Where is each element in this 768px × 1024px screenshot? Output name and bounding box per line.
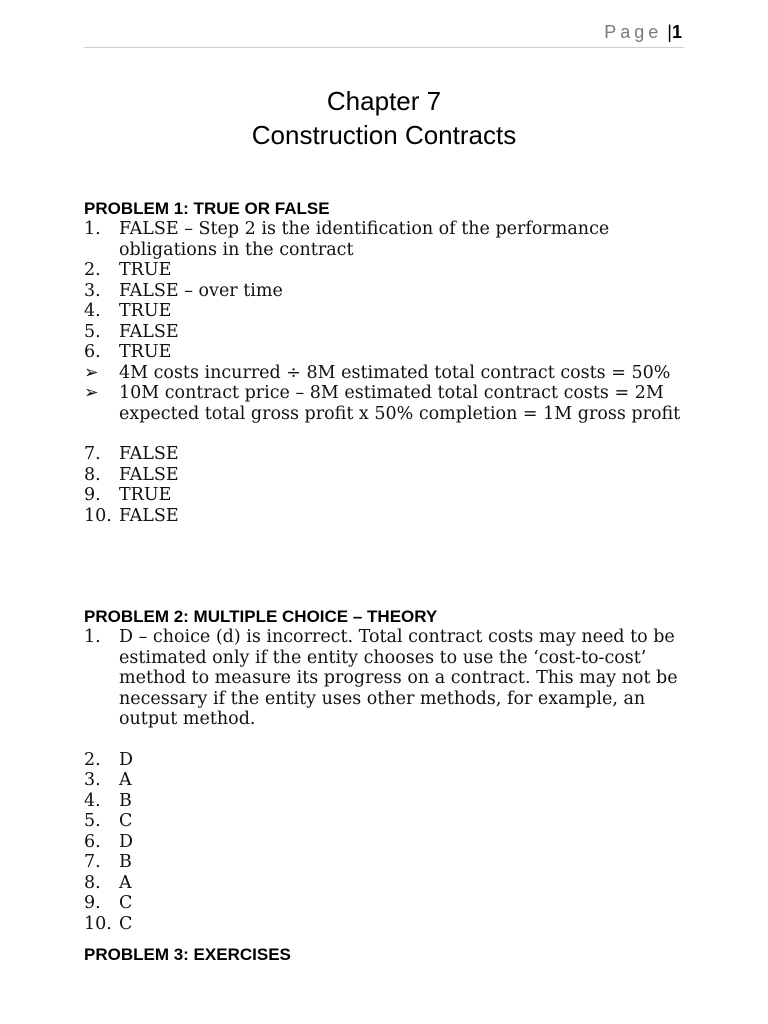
- list-item: [84, 342, 684, 363]
- list-marker: 3.: [84, 280, 101, 301]
- list-marker: 6.: [84, 831, 101, 852]
- list-item: [84, 322, 684, 343]
- problem-1-section: [84, 199, 684, 526]
- list-marker: 7.: [84, 852, 101, 872]
- list-item: [84, 260, 684, 281]
- list-item: [84, 281, 684, 302]
- problem-3-heading: PROBLEM 3: EXERCISES: [84, 945, 291, 964]
- list-item: [84, 770, 684, 791]
- page-header: [604, 22, 682, 43]
- page-separator: |: [667, 22, 672, 42]
- list-item: [84, 791, 684, 812]
- list-marker: 6.: [84, 342, 101, 362]
- list-text: FALSE: [119, 321, 179, 342]
- arrow-bullet-icon: ➢: [84, 362, 99, 383]
- spacer: [84, 424, 684, 444]
- list-text: A: [119, 872, 132, 893]
- list-marker: 7.: [84, 444, 101, 464]
- chapter-subject: Construction Contracts: [251, 120, 517, 150]
- list-marker: 5.: [84, 811, 101, 831]
- list-item: [84, 627, 684, 730]
- list-text: FALSE: [119, 444, 179, 464]
- list-text: B: [119, 852, 132, 872]
- list-marker: 8.: [84, 872, 101, 893]
- problem-2-list-continued: [84, 750, 684, 935]
- list-marker: 1.: [84, 627, 101, 647]
- bullet-item: [84, 383, 684, 424]
- list-text: TRUE: [119, 342, 172, 362]
- list-item: [84, 811, 684, 832]
- list-item: [84, 444, 684, 465]
- list-item: [84, 506, 684, 527]
- list-marker: 4.: [84, 301, 101, 321]
- page-number: 1: [671, 22, 682, 42]
- problem-1-list-continued: [84, 444, 684, 526]
- list-marker: 2.: [84, 749, 101, 770]
- list-text: C: [119, 893, 133, 913]
- list-marker: 8.: [84, 464, 101, 485]
- arrow-bullet-icon: ➢: [84, 383, 99, 403]
- problem-1-list: [84, 219, 684, 424]
- problem-3-section: [84, 945, 684, 965]
- list-text: D: [119, 831, 134, 852]
- problem-2-heading: PROBLEM 2: MULTIPLE CHOICE – THEORY: [84, 607, 438, 626]
- list-text: TRUE: [119, 485, 172, 505]
- list-text: 4M costs incurred ÷ 8M estimated total contract costs = 50%: [119, 362, 671, 383]
- list-item: [84, 750, 684, 771]
- page-word: Page: [604, 22, 663, 42]
- list-item: [84, 219, 684, 260]
- list-item: [84, 301, 684, 322]
- list-text: D – choice (d) is incorrect. Total contract costs may need to be estimated only if the entity chooses to use the ‘cost-to-cost’ method to measure its progress on a contract. This may not be necessary if the entity uses other methods, for example, an output method.: [119, 627, 678, 729]
- page-title: [0, 84, 768, 152]
- list-marker: 1.: [84, 219, 101, 239]
- list-text: FALSE – Step 2 is the identification of the performance obligations in the contract: [119, 219, 610, 260]
- list-marker: 9.: [84, 485, 101, 505]
- list-marker: 10.: [84, 913, 112, 934]
- list-text: TRUE: [119, 260, 172, 280]
- spacer: [84, 730, 684, 750]
- list-item: [84, 832, 684, 853]
- chapter-title: Chapter 7: [326, 86, 442, 116]
- list-item: [84, 465, 684, 486]
- bullet-item: [84, 363, 684, 384]
- list-item: [84, 893, 684, 914]
- list-item: [84, 852, 684, 873]
- list-marker: 10.: [84, 505, 112, 526]
- header-divider: [84, 47, 684, 48]
- list-item: [84, 914, 684, 935]
- list-marker: 4.: [84, 790, 101, 811]
- list-item: [84, 873, 684, 894]
- list-text: C: [119, 811, 133, 831]
- problem-2-list: [84, 627, 684, 730]
- list-text: FALSE: [119, 464, 179, 485]
- list-text: D: [119, 749, 134, 770]
- list-marker: 9.: [84, 893, 101, 913]
- list-text: A: [119, 770, 132, 790]
- list-text: FALSE: [119, 505, 179, 526]
- list-marker: 5.: [84, 321, 101, 342]
- list-marker: 2.: [84, 260, 101, 280]
- list-text: 10M contract price – 8M estimated total contract costs = 2M expected total gross profit x 50% completion = 1M gross profit: [119, 383, 681, 424]
- problem-2-section: [84, 607, 684, 934]
- problem-1-heading: PROBLEM 1: TRUE OR FALSE: [84, 199, 330, 218]
- list-text: FALSE – over time: [119, 280, 283, 301]
- list-text: B: [119, 790, 132, 811]
- list-text: TRUE: [119, 301, 172, 321]
- list-marker: 3.: [84, 770, 101, 790]
- list-item: [84, 485, 684, 506]
- list-text: C: [119, 913, 133, 934]
